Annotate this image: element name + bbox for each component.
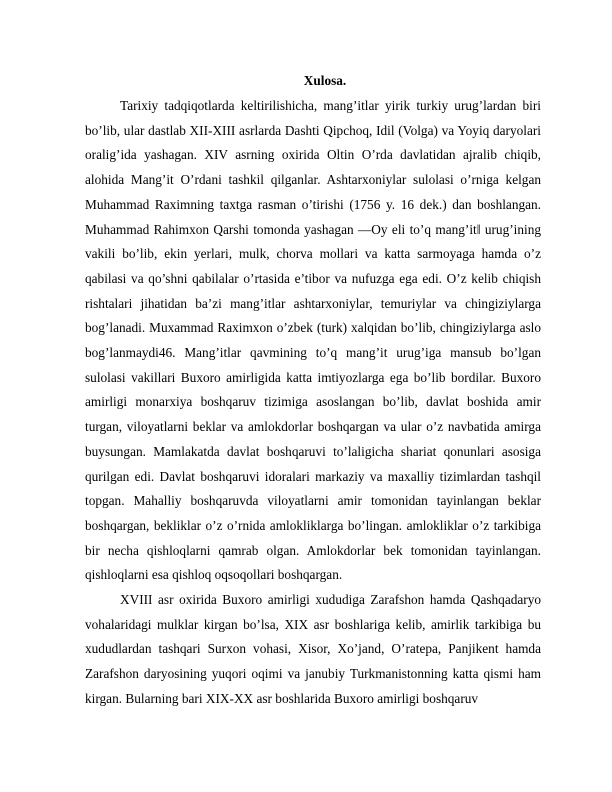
document-page xyxy=(85,68,541,712)
paragraph-1: Tarixiy tadqiqotlarda keltirilishicha, mang’itlar yirik turkiy urug’lardan biri bo’lib, ular dastlab XII-XIII asrlarda Dashti Qipchoq, Idil (Volga) va Yoyiq daryolari oralig’ida yashagan. XIV asrning oxirida Oltin O’rda davlatidan ajralib chiqib, alohida Mang’it O’rdani tashkil qilganlar. Ashtarxoniylar sulolasi o’rniga kelgan Muhammad Raximning taxtga rasman o’tirishi (1756 y. 16 dek.) dan boshlangan. Muhammad Rahimxon Qarshi tomonda yashagan —Oy eli to’q mang’it‖ urug’ining vakili bo’lib, ekin yerlari, mulk, chorva mollari va katta sarmoyaga hamda o’z qabilasi va qo’shni qabilalar o’rtasida e’tibor va nufuzga ega edi. O’z kelib chiqish rishtalari jihatidan ba’zi mang’itlar ashtarxoniylar, temuriylar va chingiziylarga bog’lanadi. Muxammad Raximxon o’zbek (turk) xalqidan bo’lib, chingiziylarga aslo bog’lanmaydi46. Mang’itlar qavmining to’q mang’it urug’iga mansub bo’lgan sulolasi vakillari Buxoro amirligida katta imtiyozlarga ega bo’lib bordilar. Buxoro amirligi monarxiya boshqaruv tizimiga asoslangan bo’lib, davlat boshida amir turgan, viloyatlarni beklar va amlokdorlar boshqargan va ular o’z navbatida amirga buysungan. Mamlakatda davlat boshqaruvi to’laligicha shariat qonunlari asosiga qurilgan edi. Davlat boshqaruvi idoralari markaziy va maxalliy tizimlardan tashqil topgan. Mahalliy boshqaruvda viloyatlarni amir tomonidan tayinlangan beklar boshqargan, bekliklar o’z o’rnida amlokliklarga bo’lingan. amlokliklar o’z tarkibiga bir necha qishloqlarni qamrab olgan. Amlokdorlar bek tomonidan tayinlangan. qishloqlarni esa qishloq oqsoqollari boshqargan. xyxy=(85,98,541,583)
paragraph-2: XVIII asr oxirida Buxoro amirligi xududiga Zarafshon hamda Qashqadaryo vohalaridagi mulklar kirgan bo’lsa, XIX asr boshlariga kelib, amirlik tarkibiga bu xududlardan tashqari Surxon vohasi, Xisor, Xo’jand, O’ratepa, Panjikent hamda Zarafshon daryosining yuqori oqimi va janubiy Turkmanistonning katta qismi ham kirgan. Bularning bari XIX-XX asr boshlarida Buxoro amirligi boshqaruv xyxy=(85,592,541,706)
section-title: Xulosa. xyxy=(303,73,347,88)
